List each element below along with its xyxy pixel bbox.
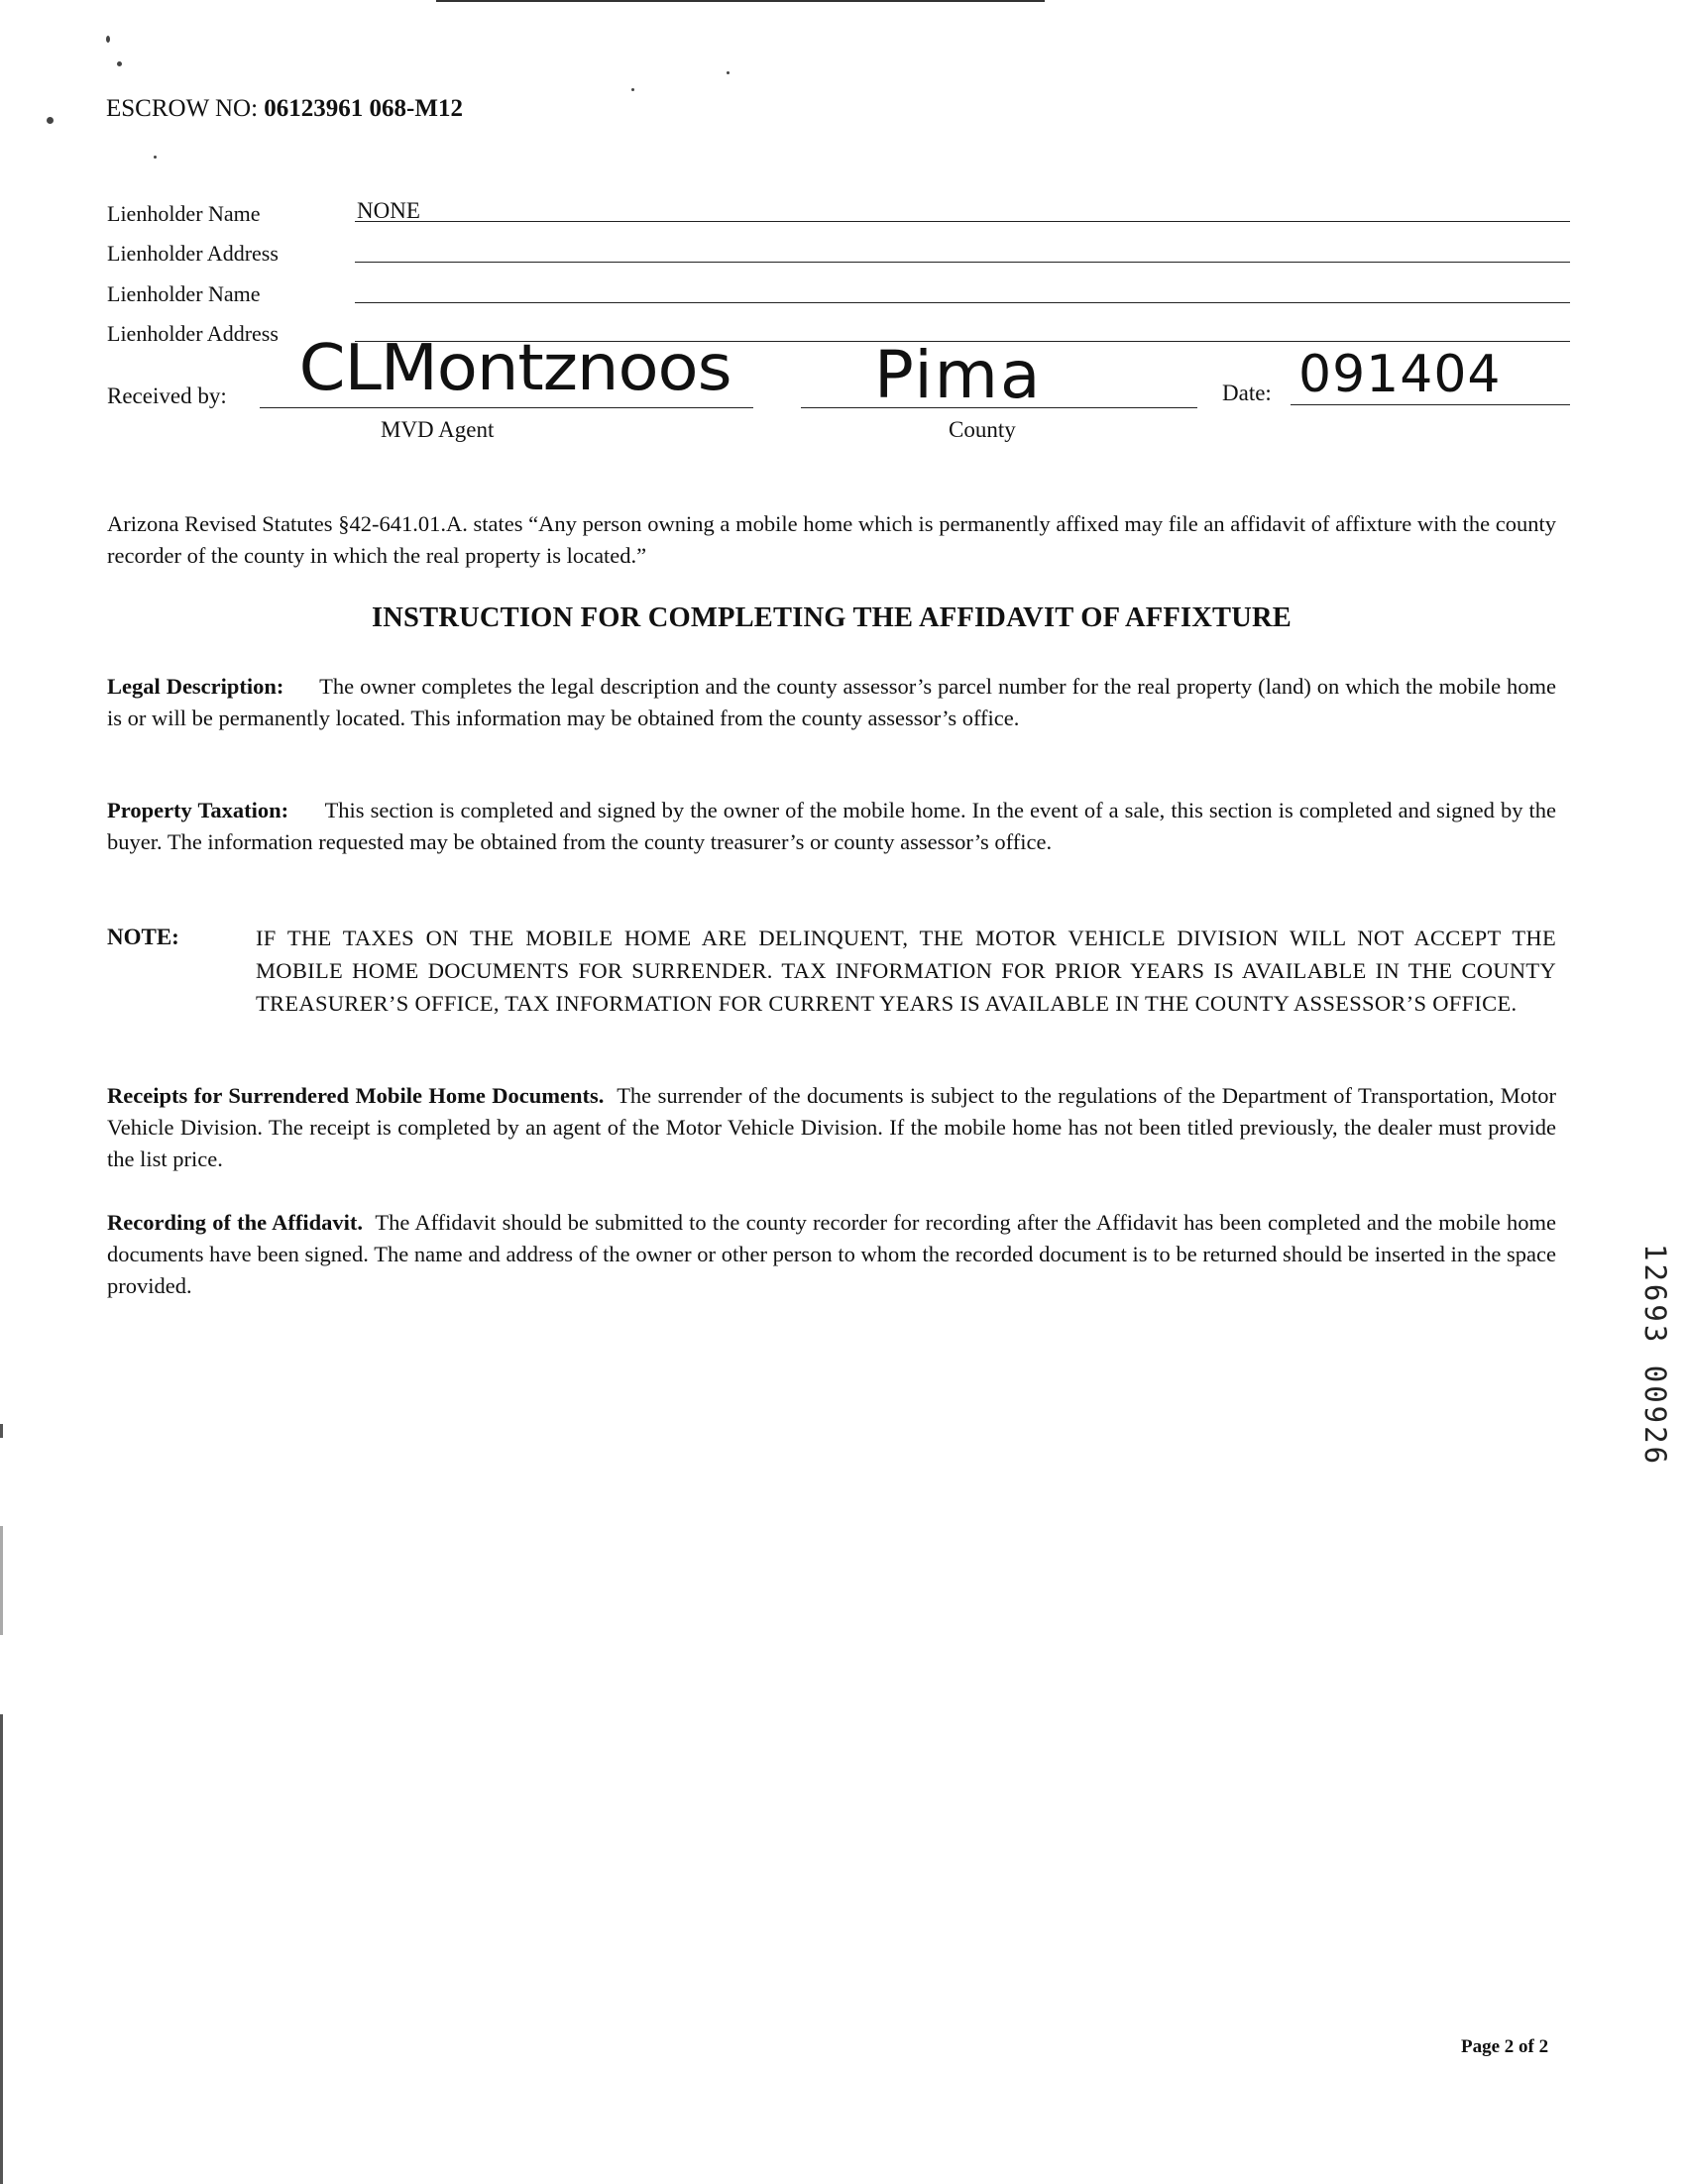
scan-speck [117, 61, 122, 66]
scan-speck [631, 88, 634, 91]
legal-description-section [107, 671, 1556, 734]
instructions-heading: INSTRUCTION FOR COMPLETING THE AFFIDAVIT OF AFFIXTURE [371, 602, 1292, 633]
date-line [1291, 404, 1570, 405]
legal-description-title: Legal Description: [107, 674, 284, 699]
scan-speck [106, 36, 110, 43]
scan-speck [47, 117, 54, 124]
lienholder-address-line-1 [355, 262, 1570, 263]
mvd-agent-label: MVD Agent [381, 417, 495, 442]
lienholder-name-label-1: Lienholder Name [107, 201, 261, 226]
note-body: IF THE TAXES ON THE MOBILE HOME ARE DELINQUENT, THE MOTOR VEHICLE DIVISION WILL NOT ACCEPT THE MOBILE HOME DOCUMENTS FOR SURRENDER. TAX INFORMATION FOR PRIOR YEARS IS AVAILABLE IN THE COUNTY TREASURER’S OFFICE, TAX INFORMATION FOR CURRENT YEARS IS AVAILABLE IN THE COUNTY ASSESSOR’S OFFICE. [256, 926, 1556, 1016]
recorder-stamp-text: 12693 00926 [1638, 1244, 1672, 1468]
recording-section [107, 1207, 1556, 1302]
scan-speck [154, 156, 157, 159]
recording-title: Recording of the Affidavit. [107, 1210, 363, 1235]
scan-speck [727, 71, 730, 74]
note-label: NOTE: [107, 925, 179, 949]
escrow-label: ESCROW NO: [106, 95, 259, 122]
scan-margin-mark [0, 1714, 3, 2184]
lienholder-name-line-1 [355, 221, 1570, 222]
lienholder-address-label-1: Lienholder Address [107, 241, 279, 266]
agent-signature-line [260, 407, 753, 408]
receipts-body: The surrender of the documents is subject to the regulations of the Department of Transportation, Motor Vehicle Division. The receipt is completed by an agent of the Motor Vehicle Division. If the mobile home has not been titled previously, the dealer must provide the list price. [107, 1083, 1557, 1171]
receipts-section [107, 1080, 1556, 1175]
county-label: County [949, 417, 1016, 442]
recording-body: The Affidavit should be submitted to the county recorder for recording after the Affidavit has been completed and the mobile home documents have been signed. The name and address of the owner or other person to whom the recorded document is to be returned should be inserted in the space provided. [107, 1210, 1556, 1298]
property-taxation-body: This section is completed and signed by the owner of the mobile home. In the event of a sale, this section is completed and signed by the buyer. The information requested may be obtained from the county treasurer’s or county assessor’s office. [107, 798, 1557, 854]
property-taxation-section [107, 795, 1556, 858]
agent-signature[interactable]: CLMontznoos [298, 332, 731, 405]
legal-description-body: The owner completes the legal description and the county assessor’s parcel number for the real property (land) on which the mobile home is or will be permanently located. This information may be obtained from the county assessor’s office. [107, 674, 1557, 730]
lienholder-name-value-1[interactable]: NONE [357, 198, 420, 223]
date-handwritten[interactable]: 091404 [1298, 345, 1502, 404]
lienholder-name-line-2 [355, 302, 1570, 303]
lienholder-name-label-2: Lienholder Name [107, 281, 261, 306]
scan-top-border [436, 0, 1045, 2]
recorder-stamp [1618, 1244, 1672, 1511]
lienholder-address-label-2: Lienholder Address [107, 321, 279, 346]
date-label: Date: [1222, 381, 1272, 405]
scan-margin-mark [0, 1526, 3, 1635]
scan-margin-mark [0, 1424, 3, 1438]
page-number: Page 2 of 2 [1461, 2036, 1549, 2057]
escrow-number [106, 95, 463, 123]
receipts-title: Receipts for Surrendered Mobile Home Documents. [107, 1083, 605, 1108]
county-handwritten[interactable]: Pima [874, 337, 1043, 413]
statute-paragraph: Arizona Revised Statutes §42-641.01.A. states “Any person owning a mobile home which is permanently affixed may file an affidavit of affixture with the county recorder of the county in which the real property is located.” [107, 511, 1556, 568]
property-taxation-title: Property Taxation: [107, 798, 289, 822]
received-by-label: Received by: [107, 383, 227, 408]
escrow-value: 06123961 068-M12 [264, 95, 463, 122]
